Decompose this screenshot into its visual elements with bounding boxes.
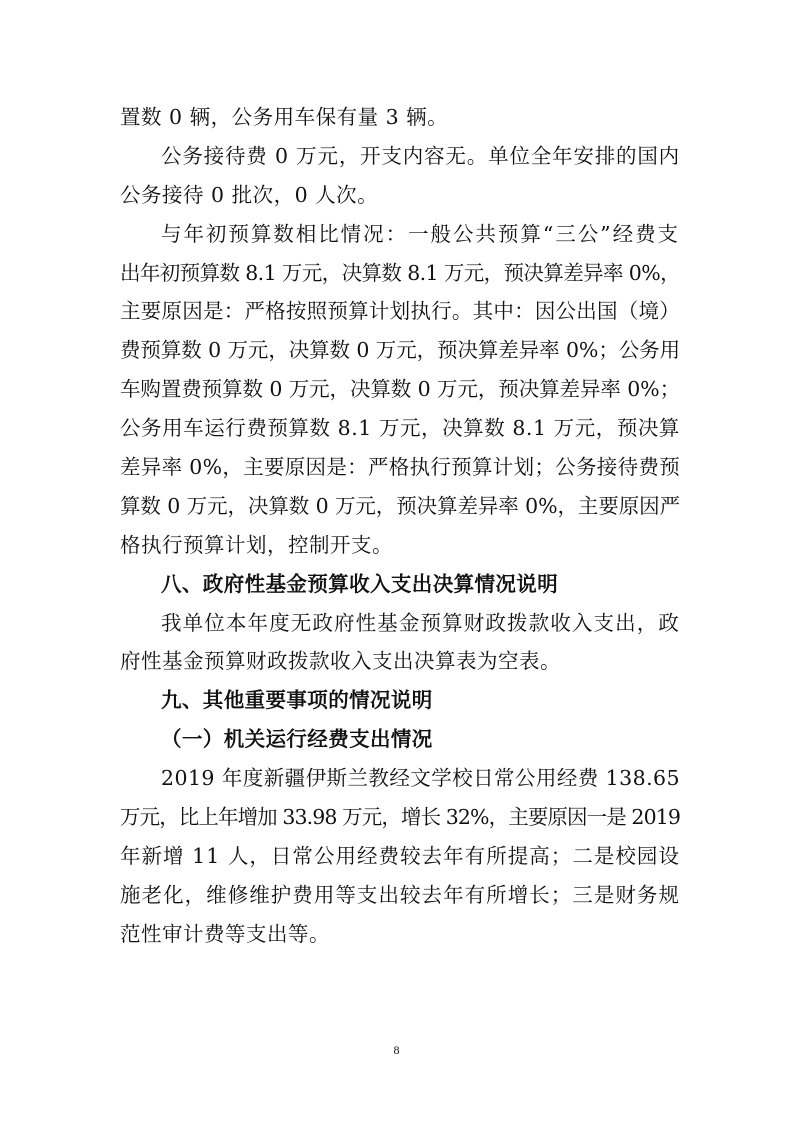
text-line: 府性基金预算财政拨款收入支出决算表为空表。 (120, 649, 561, 674)
text-line: 差异率 0%，主要原因是：严格执行预算计划；公务接待费预 (120, 455, 680, 480)
page-number: 8 (393, 1043, 400, 1057)
text-line: 公务用车运行费预算数 8.1 万元，决算数 8.1 万元，预决算 (120, 416, 680, 441)
section-heading: 九、其他重要事项的情况说明 (161, 688, 433, 713)
text-line: 万元，比上年增加 33.98 万元，增长 32%，主要原因一是 2019 (120, 805, 680, 830)
text-line: 2019 年度新疆伊斯兰教经文学校日常公用经费 138.65 (161, 766, 680, 791)
text-line: 出年初预算数 8.1 万元，决算数 8.1 万元，预决算差异率 0%， (120, 260, 680, 285)
text-line: 公务接待 0 批次，0 人次。 (120, 182, 379, 207)
text-line: 置数 0 辆，公务用车保有量 3 辆。 (120, 105, 449, 129)
text-line: 费预算数 0 万元，决算数 0 万元，预决算差异率 0%；公务用 (120, 338, 680, 363)
text-line: 车购置费预算数 0 万元，决算数 0 万元，预决算差异率 0%； (120, 377, 680, 402)
text-line: 主要原因是：严格按照预算计划执行。其中：因公出国（境） (120, 299, 680, 324)
section-heading: 八、政府性基金预算收入支出决算情况说明 (161, 571, 559, 596)
text-line: 算数 0 万元，决算数 0 万元，预决算差异率 0%，主要原因严 (120, 493, 680, 518)
text-line: 格执行预算计划，控制开支。 (120, 532, 393, 557)
text-line: 范性审计费等支出等。 (120, 921, 330, 946)
text-line: 施老化，维修维护费用等支出较去年有所增长；三是财务规 (120, 882, 680, 907)
text-line: 我单位本年度无政府性基金预算财政拨款收入支出，政 (161, 610, 680, 635)
text-line: 与年初预算数相比情况：一般公共预算“三公”经费支 (161, 221, 680, 246)
text-line: 公务接待费 0 万元，开支内容无。单位全年安排的国内 (161, 143, 680, 168)
subsection-heading: （一）机关运行经费支出情况 (161, 727, 433, 752)
body-text (120, 98, 680, 954)
text-line: 年新增 11 人，日常公用经费较去年有所提高；二是校园设 (120, 843, 680, 868)
